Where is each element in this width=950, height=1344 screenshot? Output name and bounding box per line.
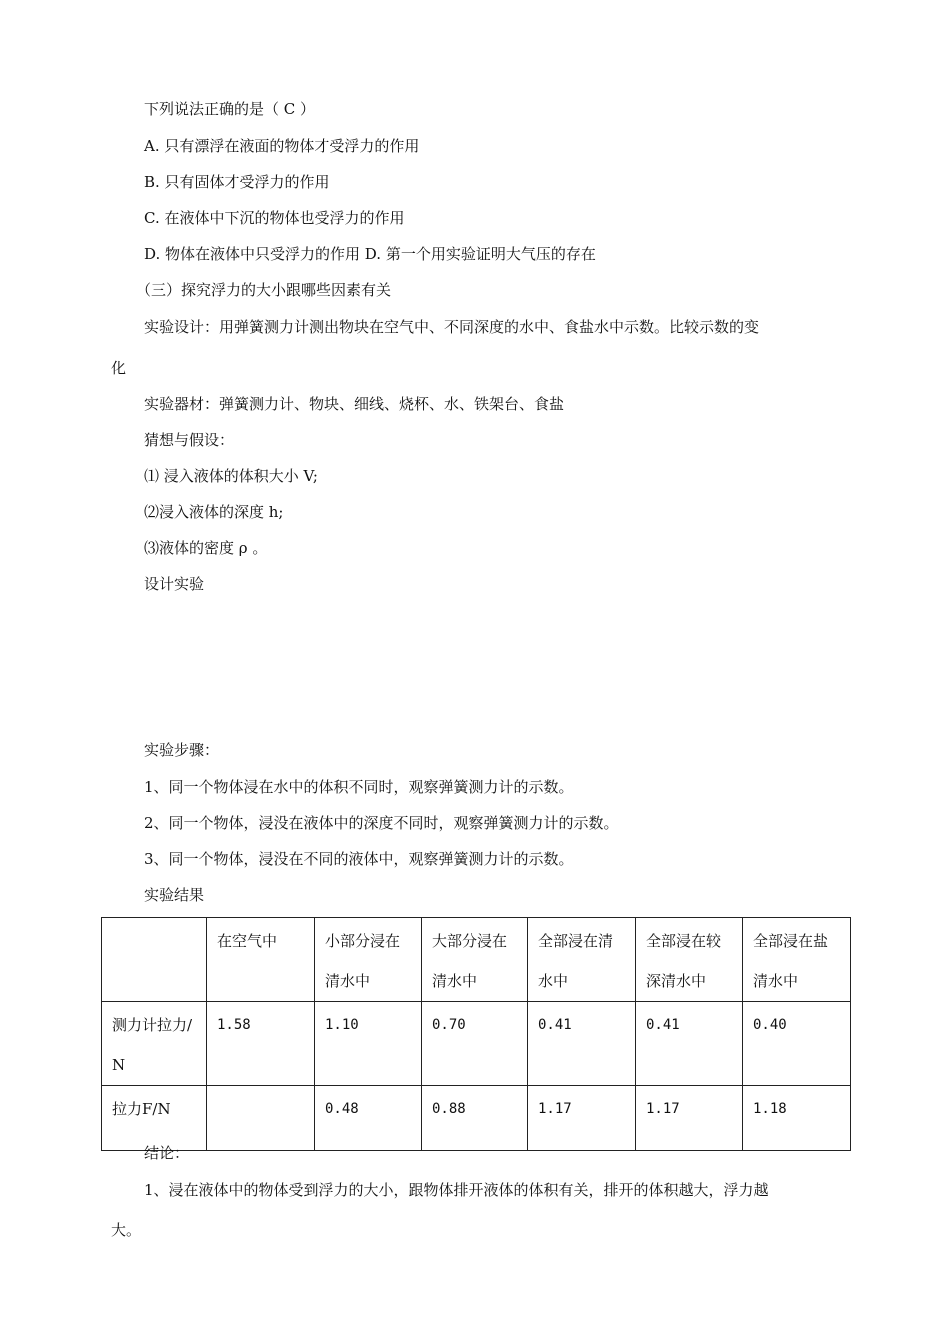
table-cell: 0.40 xyxy=(743,1002,851,1086)
step-2: 2、同一个物体，浸没在液体中的深度不同时，观察弹簧测力计的示数。 xyxy=(144,814,619,832)
table-row xyxy=(102,1002,851,1086)
option-a: A. 只有漂浮在液面的物体才受浮力的作用 xyxy=(144,137,420,155)
table-header-cell: 大部分浸在清水中 xyxy=(422,918,528,1002)
option-d: D. 物体在液体中只受浮力的作用 D. 第一个用实验证明大气压的存在 xyxy=(144,245,596,263)
table-cell: 0.41 xyxy=(528,1002,636,1086)
hypothesis-3: ⑶液体的密度 ρ 。 xyxy=(144,539,268,557)
table-header-cell xyxy=(102,918,207,1002)
results-table xyxy=(101,917,851,1151)
table-header-cell: 全部浸在清水中 xyxy=(528,918,636,1002)
table-header-cell: 全部浸在盐清水中 xyxy=(743,918,851,1002)
hypothesis-2: ⑵浸入液体的深度 h; xyxy=(144,503,284,521)
steps-heading: 实验步骤： xyxy=(144,741,220,759)
conclusion-1: 1、浸在液体中的物体受到浮力的大小，跟物体排开液体的体积有关，排开的体积越大，浮力越 xyxy=(144,1181,769,1199)
step-1: 1、同一个物体浸在水中的体积不同时，观察弹簧测力计的示数。 xyxy=(144,778,574,796)
question-stem: 下列说法正确的是（ C ） xyxy=(144,100,316,118)
table-header-cell: 全部浸在较深清水中 xyxy=(636,918,743,1002)
experiment-design-cont: 化 xyxy=(111,359,127,377)
section-heading: （三）探究浮力的大小跟哪些因素有关 xyxy=(136,281,392,299)
table-header-cell: 小部分浸在清水中 xyxy=(315,918,422,1002)
table-header-cell: 在空气中 xyxy=(207,918,315,1002)
conclusion-heading: 结论： xyxy=(144,1144,190,1162)
option-c: C. 在液体中下沉的物体也受浮力的作用 xyxy=(144,209,405,227)
conclusion-1-cont: 大。 xyxy=(111,1221,142,1239)
experiment-materials: 实验器材：弹簧测力计、物块、细线、烧杯、水、铁架台、食盐 xyxy=(144,395,565,413)
step-3: 3、同一个物体，浸没在不同的液体中，观察弹簧测力计的示数。 xyxy=(144,850,574,868)
table-cell: 1.10 xyxy=(315,1002,422,1086)
table-header-row xyxy=(102,918,851,1002)
table-row xyxy=(102,1086,851,1151)
table-cell: 0.41 xyxy=(636,1002,743,1086)
table-cell: 1.17 xyxy=(636,1086,743,1151)
table-cell: 1.18 xyxy=(743,1086,851,1151)
table-cell: 0.70 xyxy=(422,1002,528,1086)
hypothesis-1: ⑴ 浸入液体的体积大小 V; xyxy=(144,467,318,485)
design-heading: 设计实验 xyxy=(144,575,205,593)
row-label: 拉力F/N xyxy=(102,1086,207,1151)
table-cell xyxy=(207,1086,315,1151)
table-cell: 1.58 xyxy=(207,1002,315,1086)
hypothesis-heading: 猜想与假设： xyxy=(144,431,235,449)
table-cell: 0.48 xyxy=(315,1086,422,1151)
results-heading: 实验结果 xyxy=(144,886,205,904)
table-cell: 0.88 xyxy=(422,1086,528,1151)
option-b: B. 只有固体才受浮力的作用 xyxy=(144,173,330,191)
row-label: 测力计拉力/N xyxy=(102,1002,207,1086)
table-cell: 1.17 xyxy=(528,1086,636,1151)
experiment-design: 实验设计：用弹簧测力计测出物块在空气中、不同深度的水中、食盐水中示数。比较示数的变 xyxy=(144,318,760,336)
